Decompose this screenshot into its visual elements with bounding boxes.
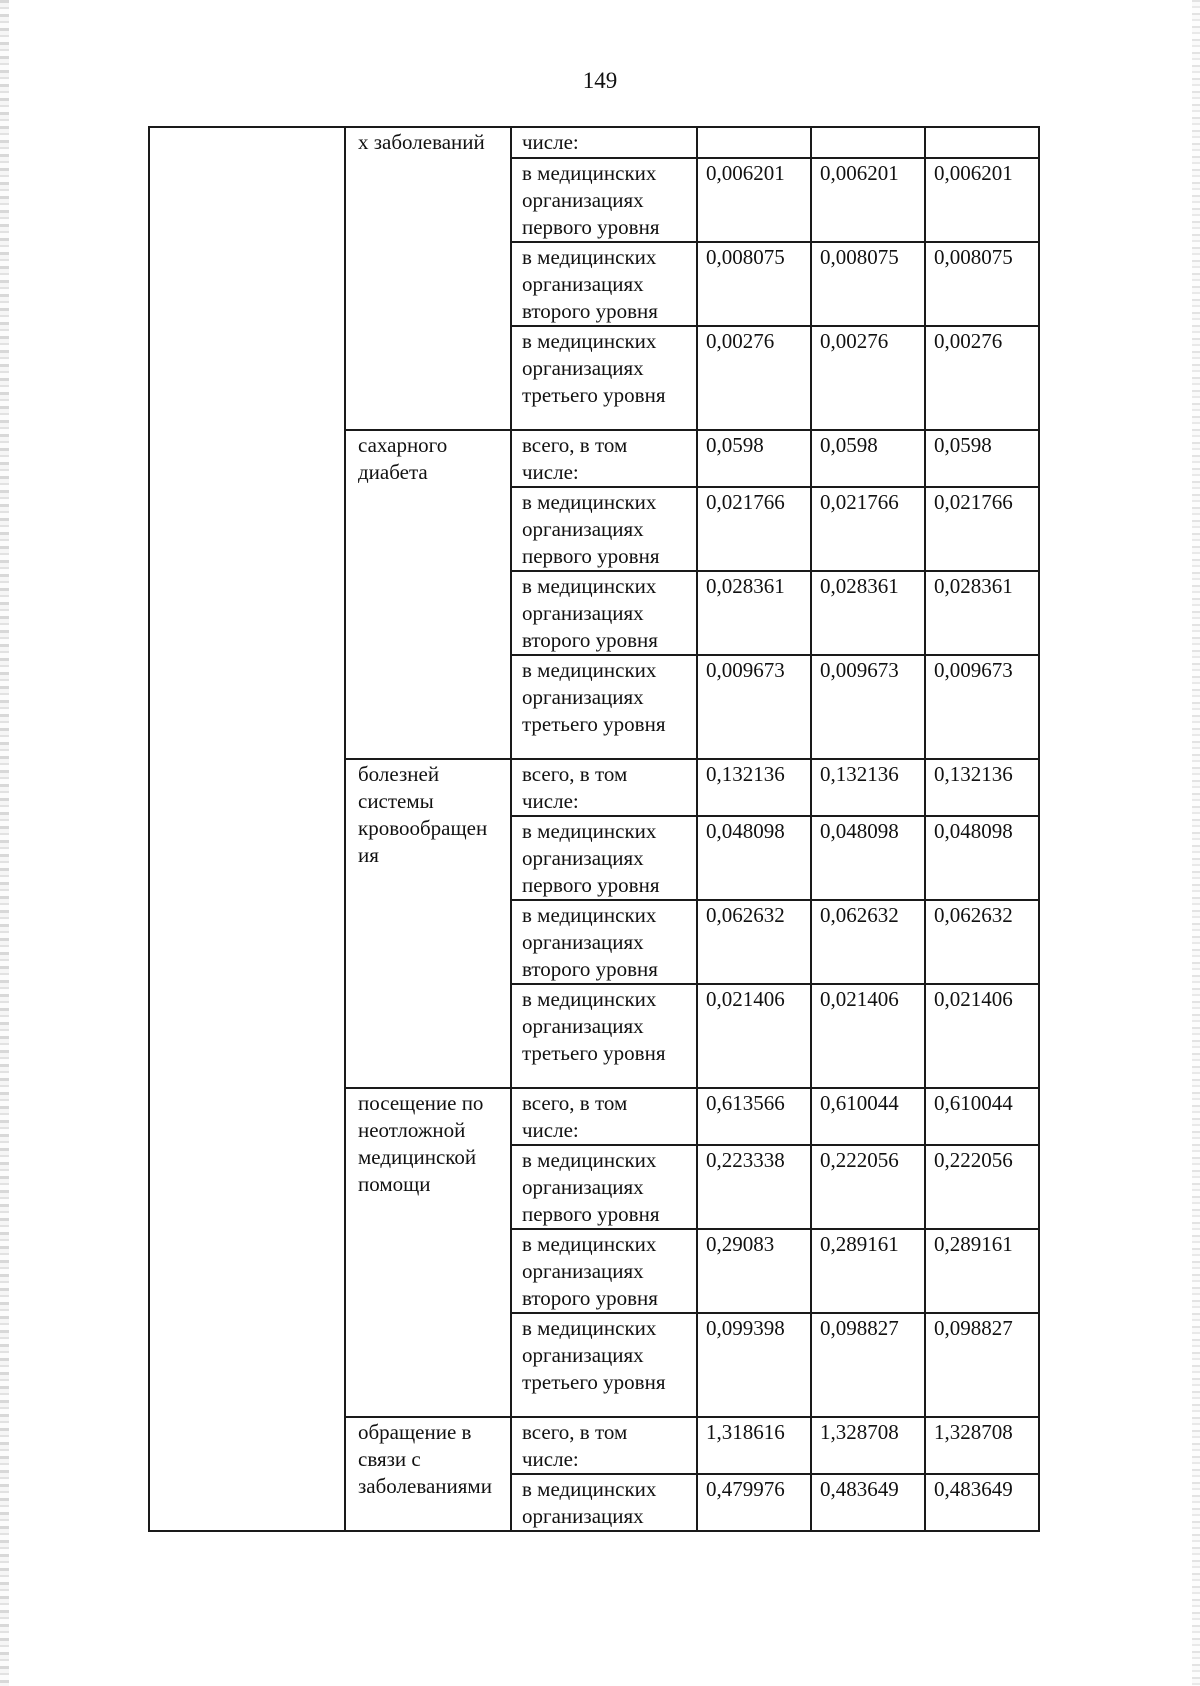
value-cell-2: 0,028361	[811, 571, 925, 655]
value-cell-3: 0,028361	[925, 571, 1039, 655]
value-cell-2: 0,062632	[811, 900, 925, 984]
subcategory-cell: всего, в том числе:	[511, 1088, 697, 1145]
value-cell-2: 1,328708	[811, 1417, 925, 1474]
subcategory-cell: в медицинских организациях первого уровня	[511, 816, 697, 900]
category-cell: х заболеваний	[345, 127, 511, 430]
value-cell-1: 0,062632	[697, 900, 811, 984]
outer-blank-cell	[149, 127, 345, 1531]
subcategory-cell: всего, в том числе:	[511, 430, 697, 487]
value-cell-2: 0,0598	[811, 430, 925, 487]
value-cell-2	[811, 127, 925, 158]
category-cell: болезней системы кровообращен ия	[345, 759, 511, 1088]
value-cell-3: 0,00276	[925, 326, 1039, 430]
value-cell-2: 0,00276	[811, 326, 925, 430]
value-cell-1: 0,29083	[697, 1229, 811, 1313]
value-cell-3: 0,0598	[925, 430, 1039, 487]
value-cell-2: 0,009673	[811, 655, 925, 759]
value-cell-1: 0,008075	[697, 242, 811, 326]
value-cell-1: 0,048098	[697, 816, 811, 900]
subcategory-cell: в медицинских организациях	[511, 1474, 697, 1531]
value-cell-1: 0,021406	[697, 984, 811, 1088]
scan-edge-left	[0, 0, 9, 1686]
value-cell-3	[925, 127, 1039, 158]
category-cell: обращение в связи с заболеваниями	[345, 1417, 511, 1531]
table-row	[149, 127, 1039, 158]
subcategory-cell: в медицинских организациях первого уровня	[511, 487, 697, 571]
value-cell-2: 0,483649	[811, 1474, 925, 1531]
value-cell-2: 0,289161	[811, 1229, 925, 1313]
value-cell-3: 0,021766	[925, 487, 1039, 571]
value-cell-2: 0,021766	[811, 487, 925, 571]
value-cell-3: 0,062632	[925, 900, 1039, 984]
subcategory-cell: числе:	[511, 127, 697, 158]
value-cell-1: 1,318616	[697, 1417, 811, 1474]
value-cell-2: 0,222056	[811, 1145, 925, 1229]
value-cell-3: 1,328708	[925, 1417, 1039, 1474]
subcategory-cell: всего, в том числе:	[511, 759, 697, 816]
value-cell-1: 0,223338	[697, 1145, 811, 1229]
value-cell-1	[697, 127, 811, 158]
value-cell-2: 0,132136	[811, 759, 925, 816]
value-cell-1: 0,028361	[697, 571, 811, 655]
value-cell-1: 0,479976	[697, 1474, 811, 1531]
subcategory-cell: в медицинских организациях первого уровня	[511, 1145, 697, 1229]
value-cell-1: 0,006201	[697, 158, 811, 242]
subcategory-cell: в медицинских организациях второго уровня	[511, 900, 697, 984]
value-cell-3: 0,289161	[925, 1229, 1039, 1313]
subcategory-cell: в медицинских организациях третьего уровня	[511, 984, 697, 1088]
value-cell-3: 0,048098	[925, 816, 1039, 900]
subcategory-cell: в медицинских организациях третьего уровня	[511, 655, 697, 759]
value-cell-1: 0,132136	[697, 759, 811, 816]
value-cell-3: 0,021406	[925, 984, 1039, 1088]
subcategory-cell: в медицинских организациях первого уровня	[511, 158, 697, 242]
value-cell-2: 0,006201	[811, 158, 925, 242]
table-body	[149, 127, 1039, 1531]
value-cell-1: 0,613566	[697, 1088, 811, 1145]
value-cell-3: 0,483649	[925, 1474, 1039, 1531]
category-cell: сахарного диабета	[345, 430, 511, 759]
indicator-table	[148, 126, 1040, 1532]
value-cell-2: 0,008075	[811, 242, 925, 326]
page-number: 149	[582, 68, 618, 93]
value-cell-3: 0,006201	[925, 158, 1039, 242]
value-cell-1: 0,0598	[697, 430, 811, 487]
value-cell-3: 0,132136	[925, 759, 1039, 816]
subcategory-cell: в медицинских организациях второго уровня	[511, 571, 697, 655]
subcategory-cell: в медицинских организациях третьего уровня	[511, 1313, 697, 1417]
value-cell-3: 0,008075	[925, 242, 1039, 326]
scan-edge-right	[1192, 0, 1200, 1686]
value-cell-1: 0,099398	[697, 1313, 811, 1417]
value-cell-1: 0,00276	[697, 326, 811, 430]
value-cell-2: 0,021406	[811, 984, 925, 1088]
value-cell-2: 0,610044	[811, 1088, 925, 1145]
value-cell-3: 0,009673	[925, 655, 1039, 759]
subcategory-cell: в медицинских организациях второго уровня	[511, 1229, 697, 1313]
value-cell-3: 0,610044	[925, 1088, 1039, 1145]
subcategory-cell: всего, в том числе:	[511, 1417, 697, 1474]
value-cell-3: 0,222056	[925, 1145, 1039, 1229]
subcategory-cell: в медицинских организациях третьего уровня	[511, 326, 697, 430]
category-cell: посещение по неотложной медицинской помощи	[345, 1088, 511, 1417]
value-cell-2: 0,048098	[811, 816, 925, 900]
value-cell-1: 0,021766	[697, 487, 811, 571]
subcategory-cell: в медицинских организациях второго уровня	[511, 242, 697, 326]
value-cell-1: 0,009673	[697, 655, 811, 759]
value-cell-2: 0,098827	[811, 1313, 925, 1417]
value-cell-3: 0,098827	[925, 1313, 1039, 1417]
